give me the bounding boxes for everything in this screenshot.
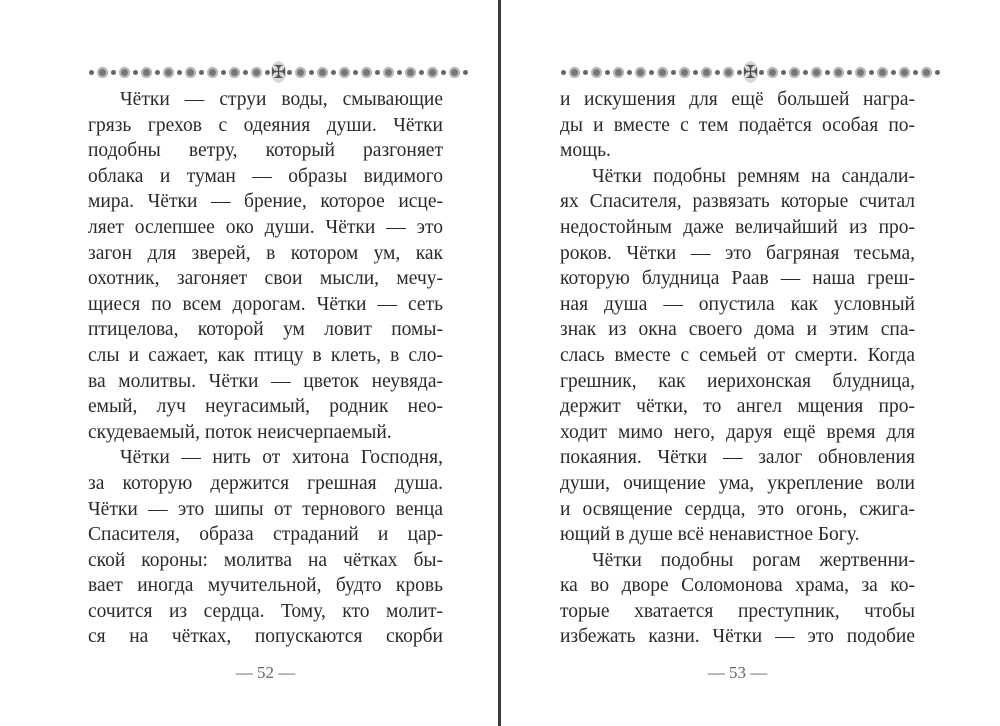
bead-dot [89, 70, 94, 75]
text-line: ся на чётках, попускаются скорби [88, 626, 443, 648]
text-line: и освящение сердца, это огонь, сжига- [560, 498, 915, 520]
header-ornament [88, 60, 443, 84]
bead-dot [847, 70, 852, 75]
text-line: Спасителя, образа страданий и цар- [88, 524, 443, 546]
text-line: роков. Чётки — это багряная тесьма, [560, 242, 915, 264]
text-line: ях Спасителя, развязать которые считал [560, 191, 915, 213]
text-line: ходит мимо него, даруя ещё время для [560, 421, 915, 443]
bead-dot [693, 70, 698, 75]
bead-dot [397, 70, 402, 75]
text-line: за которую держится грешная душа. [88, 472, 443, 494]
text-line: щиеся по всем дорогам. Чётки — сеть [88, 293, 443, 315]
bead [427, 67, 438, 78]
bead [97, 67, 108, 78]
bead-dot [265, 70, 270, 75]
cross-icon: ✠ [743, 62, 759, 82]
page-right [560, 0, 915, 726]
text-line: загон для зверей, в котором ум, как [88, 242, 443, 264]
bead [119, 67, 130, 78]
bead [449, 67, 460, 78]
bead [317, 67, 328, 78]
bead [789, 67, 800, 78]
bead-dot [913, 70, 918, 75]
bead [339, 67, 350, 78]
text-line: недостойным даже величайший из про- [560, 216, 915, 238]
bead [141, 67, 152, 78]
bead-dot [561, 70, 566, 75]
bead [613, 67, 624, 78]
bead-dot [737, 70, 742, 75]
bead-dot [375, 70, 380, 75]
text-line: слась вместе с семьей от смерти. Когда [560, 344, 915, 366]
bead [185, 67, 196, 78]
text-line: емый, луч неугасимый, родник нео- [88, 396, 443, 418]
page-text [88, 87, 443, 650]
page-number: — 53 — [707, 663, 768, 682]
text-line: ва молитвы. Чётки — цветок неувяда- [88, 370, 443, 392]
text-line: ляет ослепшее око души. Чётки — это [88, 216, 443, 238]
bead [251, 67, 262, 78]
bead-dot [583, 70, 588, 75]
text-line: ка во дворе Соломонова храма, за ко- [560, 575, 915, 597]
text-line: покаяния. Чётки — залог обновления [560, 447, 915, 469]
bead [383, 67, 394, 78]
bead [921, 67, 932, 78]
bead-dot [463, 70, 468, 75]
bead [163, 67, 174, 78]
bead [899, 67, 910, 78]
bead-dot [671, 70, 676, 75]
bead-dot [715, 70, 720, 75]
text-line: Чётки — это шипы от тернового венца [88, 498, 443, 520]
bead [635, 67, 646, 78]
text-line: мощь. [560, 140, 611, 162]
bead-dot [627, 70, 632, 75]
bead [569, 67, 580, 78]
text-line: Чётки — струи воды, смывающие [120, 89, 443, 110]
text-line: которую блудница Раав — наша греш- [560, 268, 915, 290]
bead [877, 67, 888, 78]
text-line: ской короны: молитва на чётках бы- [88, 549, 443, 571]
book-spine [498, 0, 501, 726]
bead-dot [155, 70, 160, 75]
bead [767, 67, 778, 78]
bead-dot [111, 70, 116, 75]
bead [679, 67, 690, 78]
bead-dot [803, 70, 808, 75]
text-line: Чётки подобны рогам жертвенни- [592, 549, 915, 571]
text-line: скудеваемый, поток неисчерпаемый. [88, 421, 392, 443]
bead-dot [649, 70, 654, 75]
bead-dot [605, 70, 610, 75]
bead-dot [133, 70, 138, 75]
bead-dot [287, 70, 292, 75]
header-ornament [560, 60, 915, 84]
bead-dot [891, 70, 896, 75]
bead [405, 67, 416, 78]
bead [855, 67, 866, 78]
page-number: — 52 — [235, 663, 296, 682]
text-line: торые хватается преступник, чтобы [560, 600, 915, 622]
text-line: охотник, загоняет свои мысли, мечу- [88, 268, 443, 290]
bead-chain-left [88, 67, 271, 78]
text-line: облака и туман — образы видимого [88, 165, 443, 187]
text-line: ды и вместе с тем подаётся особая по- [560, 114, 915, 136]
bead [295, 67, 306, 78]
text-line: ющий в душе всё ненавистное Богу. [560, 524, 860, 546]
text-line: грязь грехов с одеяния души. Чётки [88, 114, 443, 136]
bead [833, 67, 844, 78]
text-line: мира. Чётки — брение, которое исце- [88, 191, 443, 213]
bead-dot [309, 70, 314, 75]
text-line: вает иногда мучительной, будто кровь [88, 575, 443, 597]
bead [591, 67, 602, 78]
text-line: птицелова, которой ум ловит помы- [88, 319, 443, 341]
bead-dot [869, 70, 874, 75]
bead [723, 67, 734, 78]
bead-dot [331, 70, 336, 75]
page-left [88, 0, 443, 726]
bead [207, 67, 218, 78]
text-line: сочится из сердца. Тому, кто молит- [88, 600, 443, 622]
bead-dot [199, 70, 204, 75]
text-line: Чётки — нить от хитона Господня, [120, 447, 443, 469]
bead [657, 67, 668, 78]
bead-dot [221, 70, 226, 75]
text-line: знак из окна своего дома и этим спа- [560, 319, 915, 341]
text-line: и искушения для ещё большей награ- [560, 89, 915, 110]
bead [701, 67, 712, 78]
text-line: души, очищение ума, укрепление воли [560, 472, 915, 494]
text-line: ная душа — опустила как условный [560, 293, 915, 315]
bead-chain-left [560, 67, 743, 78]
page-text [560, 87, 915, 650]
bead-dot [177, 70, 182, 75]
text-line: слы и сажает, как птицу в клеть, в сло- [88, 344, 443, 366]
text-line: держит чётки, то ангел мщения про- [560, 396, 915, 418]
bead [811, 67, 822, 78]
bead-chain-right [758, 67, 941, 78]
cross-icon: ✠ [271, 62, 287, 82]
text-line: Чётки подобны ремням на сандали- [592, 165, 915, 187]
bead-dot [825, 70, 830, 75]
bead [229, 67, 240, 78]
text-line: подобны ветру, который разгоняет [88, 140, 443, 162]
bead [361, 67, 372, 78]
bead-dot [781, 70, 786, 75]
text-line: грешник, как иерихонская блудница, [560, 370, 915, 392]
text-line: избежать казни. Чётки — это подобие [560, 626, 915, 648]
bead-dot [441, 70, 446, 75]
bead-dot [759, 70, 764, 75]
bead-chain-right [286, 67, 469, 78]
bead-dot [243, 70, 248, 75]
bead-dot [935, 70, 940, 75]
bead-dot [353, 70, 358, 75]
bead-dot [419, 70, 424, 75]
